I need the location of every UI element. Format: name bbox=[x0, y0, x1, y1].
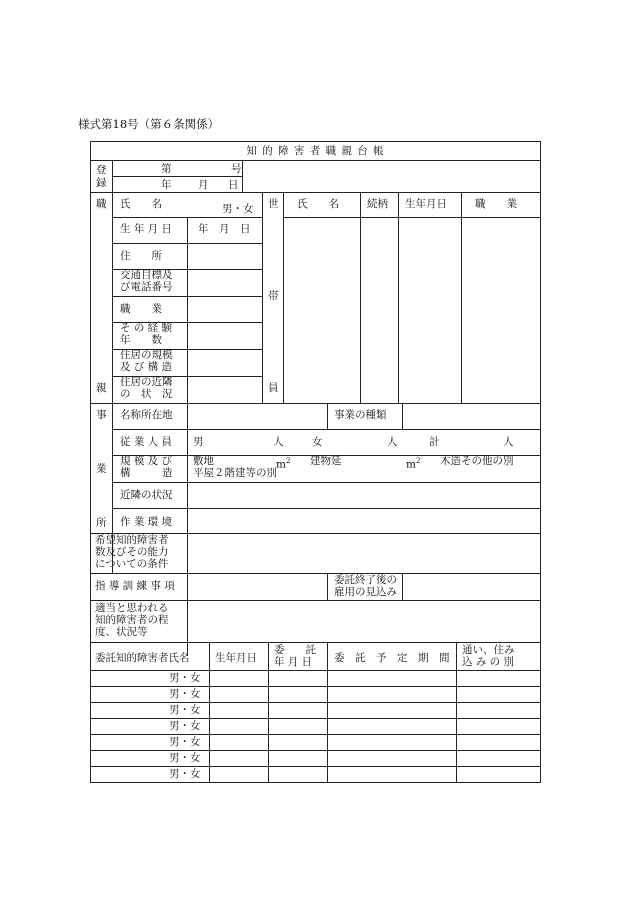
entrust-row-divider bbox=[91, 702, 540, 703]
household-side-3: 員 bbox=[268, 382, 279, 394]
registration-month: 月 bbox=[198, 179, 209, 191]
environment-label: 作 業 環 境 bbox=[120, 516, 173, 528]
scale-label-1: 規 模 及 び bbox=[120, 455, 173, 467]
registration-day: 日 bbox=[228, 179, 239, 191]
entrust-col-date-2: 年 月 日 bbox=[274, 656, 313, 668]
shokushin-side-label-1: 職 bbox=[96, 198, 107, 210]
registration-year: 年 bbox=[161, 179, 172, 191]
entrust-col-type-2: 込 み の 別 bbox=[462, 656, 515, 668]
structure-label-1: 木造その他の別 bbox=[440, 455, 514, 467]
experience-label-1: そ の 経 験 bbox=[120, 322, 173, 334]
suitable-label-3: 度、状況等 bbox=[95, 626, 148, 638]
dwelling-label-2: 及 び 構 造 bbox=[120, 361, 173, 373]
employees-total: 計 bbox=[429, 436, 440, 448]
entrust-col-period: 委 託 予 定 期 間 bbox=[334, 652, 450, 664]
birthdate-label: 生 年 月 日 bbox=[120, 223, 173, 235]
suitable-label-2: 知的障害者の程 bbox=[95, 614, 169, 626]
entrust-row-divider bbox=[91, 718, 540, 719]
site-sqm: $m^2$ bbox=[276, 457, 291, 471]
entrust-row-gender: 男・女 bbox=[169, 672, 201, 684]
household-col-birthdate: 生年月日 bbox=[405, 198, 447, 210]
registration-label-1: 登 bbox=[96, 164, 107, 176]
entrust-row-divider bbox=[91, 750, 540, 751]
transport-label-2: び電話番号 bbox=[120, 281, 173, 293]
neighbor-label-2: の 状 況 bbox=[120, 388, 173, 400]
form-title: 知 的 障 害 者 職 親 台 帳 bbox=[246, 145, 385, 157]
registration-number-suffix: 号 bbox=[231, 163, 242, 175]
entrust-row-gender: 男・女 bbox=[169, 688, 201, 700]
entrust-col-date-1: 委 託 bbox=[274, 644, 316, 656]
building-label: 建物延 bbox=[310, 455, 342, 467]
household-col-occupation: 職 業 bbox=[475, 198, 517, 210]
entrust-row-divider bbox=[91, 734, 540, 735]
employees-male-unit: 人 bbox=[273, 436, 284, 448]
entrust-col-type-1: 通い、住み bbox=[462, 644, 515, 656]
employees-male: 男 bbox=[193, 436, 204, 448]
household-col-relation: 続柄 bbox=[367, 198, 388, 210]
entrust-row-gender: 男・女 bbox=[169, 768, 201, 780]
entrust-row-gender: 男・女 bbox=[169, 736, 201, 748]
shokushin-gender: 男・女 bbox=[222, 203, 254, 215]
business-side-2: 業 bbox=[96, 463, 107, 475]
household-side-1: 世 bbox=[268, 198, 279, 210]
business-side-1: 事 bbox=[96, 409, 107, 421]
entrust-row-gender: 男・女 bbox=[169, 720, 201, 732]
address-label: 住 所 bbox=[120, 250, 162, 262]
entrust-row-gender: 男・女 bbox=[169, 704, 201, 716]
occupation-label: 職 業 bbox=[120, 303, 162, 315]
conditions-label-3: についての条件 bbox=[95, 558, 169, 570]
employees-female-unit: 人 bbox=[387, 436, 398, 448]
entrust-col-birthdate: 生年月日 bbox=[215, 652, 257, 664]
transport-label-1: 交通目標及 bbox=[120, 269, 173, 281]
experience-label-2: 年 数 bbox=[120, 334, 162, 346]
conditions-label-2: 数及びその能力 bbox=[95, 546, 169, 558]
shokushin-side-label-2: 親 bbox=[96, 382, 107, 394]
structure-label-2: 平屋２階建等の別 bbox=[193, 467, 277, 479]
employees-female: 女 bbox=[312, 436, 323, 448]
training-label: 指 導 訓 練 事 項 bbox=[95, 580, 175, 592]
household-side-2: 帯 bbox=[268, 290, 279, 302]
building-sqm: $m^2$ bbox=[406, 457, 421, 471]
business-neighbor-label: 近隣の状況 bbox=[120, 489, 173, 501]
conditions-label-1: 希望知的障害者 bbox=[95, 534, 169, 546]
entrust-row-divider bbox=[91, 766, 540, 767]
scale-label-2: 構 造 bbox=[120, 467, 173, 479]
employees-label: 従 業 人 員 bbox=[120, 436, 173, 448]
employees-total-unit: 人 bbox=[503, 436, 514, 448]
entrust-row-divider bbox=[91, 686, 540, 687]
registration-number-prefix: 第 bbox=[161, 163, 172, 175]
site-label: 敷地 bbox=[193, 455, 214, 467]
business-side-3: 所 bbox=[96, 517, 107, 529]
employment-label-2: 雇用の見込み bbox=[334, 586, 397, 598]
form-number-heading: 様式第18号（第６条関係） bbox=[78, 117, 220, 131]
dwelling-label-1: 住居の規模 bbox=[120, 349, 173, 361]
suitable-label-1: 適当と思われる bbox=[95, 602, 169, 614]
household-col-name: 氏 名 bbox=[297, 198, 339, 210]
entrust-row-gender: 男・女 bbox=[169, 752, 201, 764]
shokushin-name-label: 氏 名 bbox=[120, 198, 162, 210]
entrust-col-name: 委託知的障害者氏名 bbox=[95, 652, 190, 664]
employment-label-1: 委託終了後の bbox=[334, 574, 397, 586]
registry-form bbox=[90, 141, 541, 783]
neighbor-label-1: 住居の近隣 bbox=[120, 376, 173, 388]
registration-label-2: 録 bbox=[96, 177, 107, 189]
birthdate-value: 年 月 日 bbox=[198, 223, 251, 235]
business-name-address-label: 名称所在地 bbox=[120, 409, 173, 421]
business-type-label: 事業の種類 bbox=[334, 409, 387, 421]
